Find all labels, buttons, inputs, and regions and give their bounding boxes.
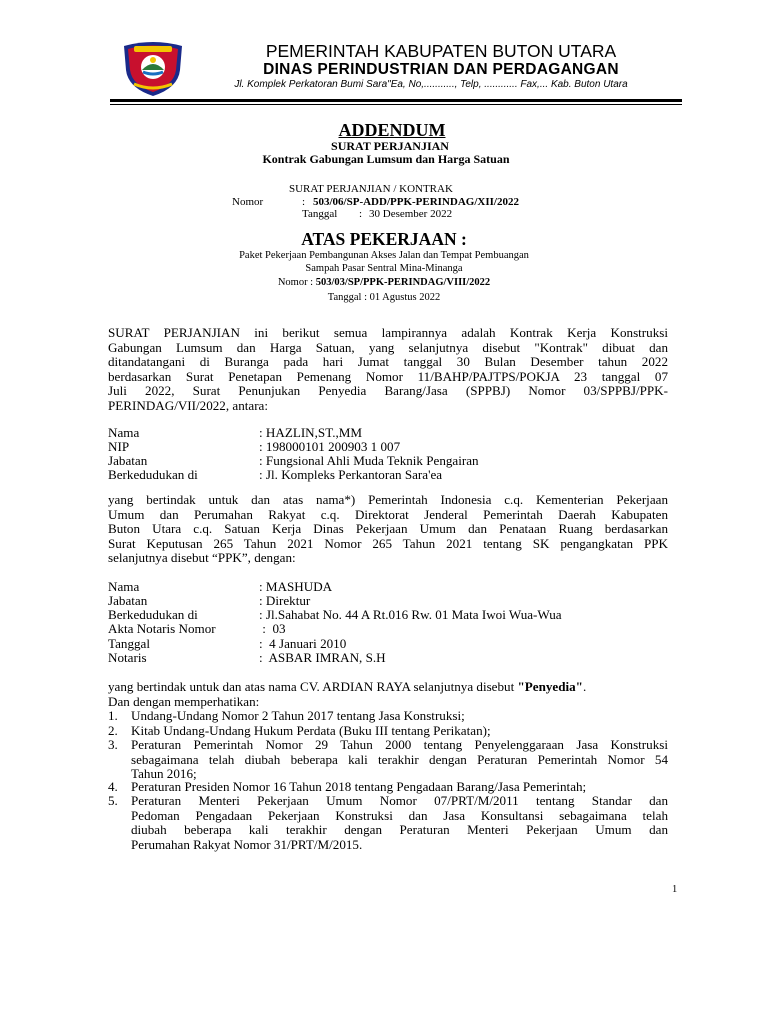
regulation-line: diubah beberapa kali terakhir dengan Peraturan Menteri Pekerjaan Umum dan xyxy=(131,822,668,838)
party2-desc-line xyxy=(108,680,668,695)
regulation-line: Undang-Undang Nomor 2 Tahun 2017 tentang Jasa Konstruksi; xyxy=(131,708,465,723)
regulation-line: Tahun 2016; xyxy=(131,766,197,782)
regulation-item xyxy=(131,794,668,852)
intro-line: ditandatangani di Buranga pada hari Jumat tanggal 30 Bulan Desember tahun 2022 xyxy=(108,354,668,370)
party2-key: Notaris xyxy=(108,650,147,665)
party2-description xyxy=(108,680,668,709)
considering-label: Dan dengan memperhatikan: xyxy=(108,693,260,709)
party1-desc-line: Umum dan Perumahan Rakyat c.q. Direktorat Jenderal Pemerintah Daerah Kabupaten xyxy=(108,506,668,522)
regulation-item xyxy=(131,738,668,782)
party2-key: Nama xyxy=(108,579,140,594)
party2-value: : Direktur xyxy=(259,593,311,608)
pekerjaan-nomor-label: Nomor : xyxy=(277,277,316,288)
intro-line: berdasarkan Surat Penetapan Pemenang Nomor 11/BAHP/PAJTPS/POKJA 23 tanggal 07 xyxy=(108,368,668,384)
party2-key: Tanggal xyxy=(108,636,150,651)
letterhead-department: DINAS PERINDUSTRIAN DAN PERDAGANGAN xyxy=(263,61,619,78)
party1-value: : HAZLIN,ST.,MM xyxy=(259,425,363,440)
regulation-number: 1. xyxy=(108,708,118,723)
party1-desc-line: Buton Utara c.q. Satuan Kerja Dinas Pekerjaan Umum dan Penataan Ruang berdasarkan xyxy=(108,521,668,537)
party2-value: : 4 Januari 2010 xyxy=(259,636,347,651)
letterhead-government: PEMERINTAH KABUPATEN BUTON UTARA xyxy=(265,41,617,61)
party1-desc-line: yang bertindak untuk dan atas nama*) Pemerintah Indonesia c.q. Kementerian Pekerjaan xyxy=(108,492,668,507)
regulation-line: Kitab Undang-Undang Hukum Perdata (Buku III tentang Perikatan); xyxy=(131,723,491,738)
party1-description xyxy=(108,493,668,566)
pekerjaan-tanggal: Tanggal : 01 Agustus 2022 xyxy=(327,292,441,303)
letterhead-address: Jl. Komplek Perkatoran Bumi Sara"Ea, No,..........., Telp, ............ Fax,... Kab. Buton Utara xyxy=(234,79,628,90)
page-number: 1 xyxy=(672,884,678,895)
party2-desc-end: . xyxy=(582,679,587,694)
letterhead-divider xyxy=(110,99,682,102)
party2-key: Jabatan xyxy=(108,593,148,608)
party1-desc-line: Surat Keputusan 265 Tahun 2021 Nomor 265 Tahun 2021 tentang SK pengangkatan PPK xyxy=(108,535,668,551)
regulation-number: 2. xyxy=(108,723,118,738)
regulation-line: Peraturan Presiden Nomor 16 Tahun 2018 tentang Pengadaan Barang/Jasa Pemerintah; xyxy=(131,779,587,794)
party1-key: Nama xyxy=(108,425,140,440)
party2-key: Akta Notaris Nomor xyxy=(108,621,216,636)
buton-utara-emblem-icon xyxy=(120,40,186,98)
nomor-value: 503/06/SP-ADD/PPK-PERINDAG/XII/2022 xyxy=(313,196,519,208)
regulation-number: 4. xyxy=(108,779,118,794)
atas-pekerjaan-title: ATAS PEKERJAAN : xyxy=(301,229,467,249)
party1-key: Jabatan xyxy=(108,453,148,468)
paket-line-2: Sampah Pasar Sentral Mina-Minanga xyxy=(305,263,463,274)
paket-line-1: Paket Pekerjaan Pembangunan Akses Jalan dan Tempat Pembuangan xyxy=(239,250,529,261)
party2-value: : MASHUDA xyxy=(259,579,333,594)
party1-value: : Jl. Kompleks Perkantoran Sara'ea xyxy=(259,467,443,482)
pekerjaan-nomor xyxy=(0,276,768,289)
regulation-line: Pedoman Pengadaan Pekerjaan Konstruksi dan Jasa Konsultansi sebagaimana telah xyxy=(131,807,668,823)
party1-desc-line: selanjutnya disebut “PPK”, dengan: xyxy=(108,550,296,566)
party1-value: : 198000101 200903 1 007 xyxy=(259,439,401,454)
regulation-line: Peraturan Pemerintah Nomor 29 Tahun 2000 tentang Penyelenggaraan Jasa Konstruksi xyxy=(131,737,668,752)
regulation-line: Peraturan Menteri Pekerjaan Umum Nomor 07/PRT/M/2011 tentang Standar dan xyxy=(131,793,668,808)
document-subtitle: SURAT PERJANJIAN xyxy=(331,139,449,153)
intro-line: Gabungan Lumsum dan Harga Satuan, yang selanjutnya disebut "Kontrak" dibuat dan xyxy=(108,339,668,355)
regulation-number: 3. xyxy=(108,737,118,752)
regulation-number: 5. xyxy=(108,793,118,808)
party2-desc-text: yang bertindak untuk dan atas nama CV. ARDIAN RAYA selanjutnya disebut xyxy=(108,679,518,694)
regulation-item xyxy=(131,709,668,724)
party2-value: : ASBAR IMRAN, S.H xyxy=(259,650,386,665)
contract-type: Kontrak Gabungan Lumsum dan Harga Satuan xyxy=(262,152,510,166)
tanggal-colon: : xyxy=(359,208,363,220)
regulation-line: Perumahan Rakyat Nomor 31/PRT/M/2015. xyxy=(131,836,363,852)
intro-line: SURAT PERJANJIAN ini berikut semua lampirannya adalah Kontrak Kerja Konstruksi xyxy=(108,325,668,340)
party2-value: : Jl.Sahabat No. 44 A Rt.016 Rw. 01 Mata Iwoi Wua-Wua xyxy=(259,607,562,622)
party1-key: NIP xyxy=(108,439,130,454)
sp-kontrak-label: SURAT PERJANJIAN / KONTRAK xyxy=(289,183,453,195)
nomor-label: Nomor xyxy=(232,196,264,208)
party1-value: : Fungsional Ahli Muda Teknik Pengairan xyxy=(259,453,479,468)
regulation-line: sebagaimana telah diubah beberapa kali terakhir dengan Peraturan Pemerintah Nomor 54 xyxy=(131,751,668,767)
party2-key: Berkedudukan di xyxy=(108,607,198,622)
party1-key: Berkedudukan di xyxy=(108,467,198,482)
intro-paragraph xyxy=(108,326,668,414)
intro-line: PERINDAG/VII/2022, antara: xyxy=(108,397,269,413)
nomor-colon: : xyxy=(302,196,306,208)
tanggal-value: 30 Desember 2022 xyxy=(369,208,453,220)
tanggal-label: Tanggal xyxy=(302,208,338,220)
intro-line: Juli 2022, Surat Penunjukan Penyedia Barang/Jasa (SPPBJ) Nomor 03/SPPBJ/PPK- xyxy=(108,383,668,399)
letterhead-divider-thin xyxy=(110,104,682,105)
penyedia-term: "Penyedia" xyxy=(517,679,583,694)
party2-value: : 03 xyxy=(259,621,286,636)
pekerjaan-nomor-value: 503/03/SP/PPK-PERINDAG/VIII/2022 xyxy=(315,277,491,288)
document-title: ADDENDUM xyxy=(338,120,446,140)
